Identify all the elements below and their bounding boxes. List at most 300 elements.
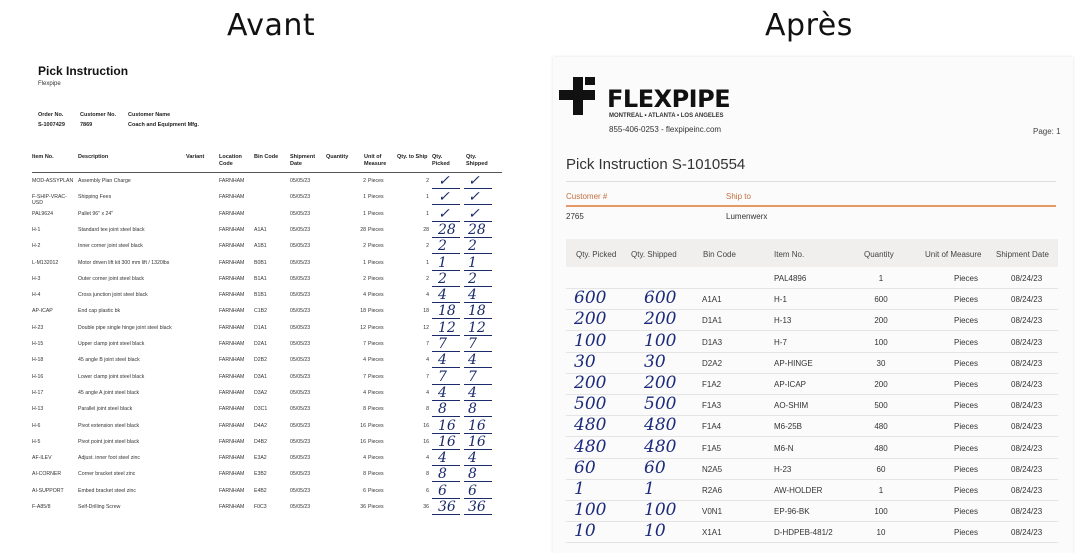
quantity: 6: [363, 487, 366, 494]
handwritten-qty-picked: 16: [438, 433, 456, 450]
table-row: [0, 254, 530, 273]
handwritten-qty-shipped: 2: [468, 270, 477, 287]
quantity: 60: [876, 464, 886, 474]
qty-to-ship: 1: [426, 210, 429, 217]
unit-of-measure: Pieces: [953, 528, 978, 538]
handwritten-qty-picked: 8: [438, 401, 447, 418]
table-row: [566, 437, 1058, 459]
qty-to-ship: 18: [423, 308, 429, 315]
unit-of-measure: Pieces: [368, 422, 384, 429]
table-row: [0, 189, 530, 207]
unit-of-measure: Pieces: [368, 210, 384, 217]
handwritten-qty-picked: 16: [438, 417, 456, 434]
item-no: H-13: [774, 316, 792, 326]
item-no: H-13: [32, 406, 44, 413]
quantity: 4: [363, 455, 366, 462]
item-no: H-1: [774, 295, 787, 305]
table-row: [0, 238, 530, 256]
handwritten-qty-shipped: 4: [468, 352, 477, 369]
qty-to-ship: 36: [423, 504, 429, 510]
col-qty-picked: Qty. Picked: [432, 154, 450, 167]
bin-code: D4B2: [254, 438, 267, 445]
location-code: FARNHAM: [219, 194, 245, 201]
unit-of-measure: Pieces: [368, 243, 384, 250]
unit-of-measure: Pieces: [368, 406, 384, 413]
flexpipe-logo-icon: [559, 77, 595, 115]
handwritten-qty-picked: 480: [574, 436, 607, 457]
table-row: [0, 270, 530, 289]
unit-of-measure: Pieces: [953, 274, 978, 283]
handwritten-qty-shipped: 500: [644, 394, 677, 415]
quantity: 2: [363, 178, 366, 184]
qty-to-ship: 2: [426, 243, 429, 250]
location-code: FARNHAM: [219, 406, 245, 413]
location-code: FARNHAM: [219, 292, 245, 299]
table-row: [0, 499, 530, 517]
unit-of-measure: Pieces: [953, 507, 978, 517]
handwritten-qty-picked: 10: [574, 521, 596, 542]
col-qty-to-ship: Qty. to Ship: [397, 154, 428, 160]
handwritten-qty-shipped: ✓: [468, 189, 480, 206]
description: Inner corner joint steel black: [78, 243, 143, 250]
description: Adjust. inner foot steel zinc: [78, 455, 140, 462]
document-title: Pick Instruction S-1010554: [566, 156, 746, 173]
table-row: [0, 319, 530, 338]
handwritten-qty-picked: 6: [438, 482, 447, 499]
description: 45 angle B joint steel black: [78, 357, 140, 364]
handwritten-qty-shipped: 4: [468, 287, 477, 304]
qty-to-ship: 4: [426, 357, 429, 364]
handwritten-qty-shipped: 480: [644, 436, 677, 457]
shipment-date: 05/05/23: [290, 243, 311, 250]
quantity: 480: [874, 443, 888, 453]
handwritten-qty-shipped: ✓: [468, 205, 480, 222]
handwritten-qty-shipped: 200: [644, 309, 677, 330]
unit-of-measure: Pieces: [953, 401, 978, 411]
quantity: 100: [874, 337, 888, 347]
item-no: AO-SHIM: [774, 401, 809, 411]
qty-to-ship: 12: [423, 324, 429, 331]
description: Upper clamp joint steel black: [78, 341, 145, 347]
bin-code: D3C1: [254, 406, 268, 413]
handwritten-qty-shipped: 1: [468, 254, 477, 271]
quantity: 36: [360, 504, 366, 510]
quantity: 1: [363, 194, 366, 201]
handwritten-qty-picked: 12: [438, 319, 456, 336]
item-no: PAL9624: [32, 210, 53, 217]
handwritten-qty-picked: 100: [574, 330, 607, 351]
customer-value: 2765: [566, 212, 584, 221]
brand-name: FLEXPIPE: [607, 85, 731, 113]
quantity: 7: [363, 341, 366, 347]
quantity: 30: [876, 358, 886, 368]
bin-code: E4B2: [254, 487, 267, 494]
location-code: FARNHAM: [219, 455, 245, 462]
unit-of-measure: Pieces: [368, 438, 384, 445]
unit-of-measure: Pieces: [368, 341, 384, 347]
bin-code: D3A1: [254, 373, 267, 380]
qty-to-ship: 4: [426, 389, 429, 396]
handwritten-qty-picked: 28: [438, 221, 456, 238]
handwritten-qty-picked: 200: [574, 309, 607, 330]
description: 45 angle A joint steel black: [78, 389, 140, 396]
unit-of-measure: Pieces: [953, 358, 978, 368]
shipment-date: 05/05/23: [290, 471, 311, 478]
col-bin: Bin Code: [254, 154, 279, 160]
quantity: 12: [360, 324, 366, 331]
unit-of-measure: Pieces: [953, 486, 978, 495]
ship-to-label: Ship to: [726, 192, 751, 201]
quantity: 16: [360, 422, 366, 429]
qty-to-ship: 1: [426, 194, 429, 201]
item-no: PAL4896: [774, 274, 807, 283]
bin-code: F0C3: [254, 504, 267, 510]
item-no: H-16: [32, 373, 44, 380]
col-uom: Unit of Measure: [925, 250, 982, 259]
handwritten-qty-picked: 200: [574, 373, 607, 393]
handwritten-qty-shipped: 36: [468, 499, 486, 515]
item-no: MOD-ASSYPLAN: [32, 178, 74, 184]
shipment-date: 05/05/23: [290, 210, 311, 217]
handwritten-qty-shipped: 8: [468, 466, 477, 483]
order-no-value: S-1007429: [38, 122, 65, 128]
table-row: [566, 267, 1058, 289]
table-row: [566, 331, 1058, 353]
handwritten-qty-shipped: 16: [468, 417, 486, 434]
handwritten-qty-shipped: 10: [644, 521, 666, 542]
shipment-date: 05/05/23: [290, 422, 311, 429]
item-no: AP-ICAP: [32, 308, 53, 315]
handwritten-qty-picked: 4: [438, 384, 447, 401]
shipment-date: 08/24/23: [1011, 528, 1043, 538]
handwritten-qty-shipped: 200: [644, 373, 677, 393]
bin-code: F1A2: [702, 380, 722, 389]
qty-to-ship: 7: [426, 341, 429, 347]
order-no-label: Order No.: [38, 112, 64, 118]
description: Double pipe single hinge joint steel black: [78, 324, 172, 331]
handwritten-qty-picked: ✓: [438, 173, 450, 189]
description: Pivot point joint steel black: [78, 438, 140, 445]
company-name: Flexpipe: [38, 81, 61, 87]
unit-of-measure: Pieces: [368, 504, 384, 510]
table-row: [566, 458, 1058, 480]
brand-cities: MONTREAL • ATLANTA • LOS ANGELES: [609, 113, 724, 119]
description: End cap plastic bk: [78, 308, 121, 315]
description: Pivot extension steel black: [78, 422, 140, 429]
bin-code: A1B1: [254, 243, 267, 250]
handwritten-qty-shipped: 28: [468, 221, 486, 238]
unit-of-measure: Pieces: [368, 226, 384, 233]
handwritten-qty-shipped: 7: [468, 368, 477, 385]
item-no: AI-CORNER: [32, 471, 62, 478]
quantity: 2: [363, 275, 366, 282]
table-row: [0, 384, 530, 403]
item-no: AF-ILEV: [32, 455, 52, 462]
handwritten-qty-shipped: 8: [468, 401, 477, 418]
bin-code: F1A5: [702, 443, 722, 453]
item-no: H-3: [32, 275, 41, 282]
shipment-date: 05/05/23: [290, 194, 311, 201]
quantity: 1: [878, 486, 884, 495]
shipment-date: 05/05/23: [290, 341, 311, 347]
shipment-date: 08/24/23: [1011, 316, 1043, 326]
qty-to-ship: 16: [423, 422, 429, 429]
unit-of-measure: Pieces: [953, 316, 978, 326]
item-no: H-1: [32, 226, 41, 233]
bin-code: A1A1: [254, 226, 267, 233]
handwritten-qty-picked: 1: [438, 254, 447, 271]
after-heading: Après: [765, 8, 853, 43]
unit-of-measure: Pieces: [953, 422, 978, 432]
shipment-date: 08/24/23: [1011, 464, 1043, 474]
col-shipment-date: Shipment Date: [996, 250, 1049, 259]
col-qty-shipped: Qty. Shipped: [466, 154, 488, 167]
quantity: 4: [363, 357, 366, 364]
item-no: F-SHIP-VRAC-USD: [32, 194, 67, 207]
handwritten-qty-picked: 7: [438, 336, 447, 352]
qty-to-ship: 4: [426, 292, 429, 299]
bin-code: D4A2: [254, 422, 267, 429]
shipment-date: 05/05/23: [290, 504, 311, 510]
table-row: [566, 309, 1058, 331]
handwritten-qty-picked: 18: [438, 303, 456, 320]
location-code: FARNHAM: [219, 226, 245, 233]
location-code: FARNHAM: [219, 275, 245, 282]
unit-of-measure: Pieces: [368, 292, 384, 299]
shipment-date: 08/24/23: [1011, 380, 1043, 389]
unit-of-measure: Pieces: [368, 471, 384, 478]
shipment-date: 05/05/23: [290, 487, 311, 494]
bin-code: E3B2: [254, 471, 267, 478]
handwritten-qty-picked: 480: [574, 415, 607, 436]
bin-code: C1B2: [254, 308, 267, 315]
description: Outer corner joint steel black: [78, 275, 145, 282]
bin-code: F1A4: [702, 422, 722, 432]
handwritten-qty-picked: 2: [438, 270, 447, 287]
item-no: H-6: [32, 422, 41, 429]
qty-to-ship: 7: [426, 373, 429, 380]
customer-name-value: Coach and Equipment Mfg.: [128, 122, 199, 128]
handwritten-qty-shipped: 7: [468, 336, 477, 352]
col-shipment-date: Shipment Date: [290, 154, 316, 167]
handwritten-qty-picked: 500: [574, 394, 607, 415]
location-code: FARNHAM: [219, 357, 245, 364]
col-location: Location Code: [219, 154, 242, 167]
handwritten-qty-picked: 4: [438, 450, 447, 467]
description: Self-Drilling Screw: [78, 504, 121, 510]
shipment-date: 05/05/23: [290, 178, 311, 184]
quantity: 28: [360, 226, 366, 233]
col-variant: Variant: [186, 154, 205, 160]
handwritten-qty-shipped: 60: [644, 457, 666, 478]
col-description: Description: [78, 154, 109, 160]
table-row: [0, 401, 530, 419]
item-no: H-2: [32, 243, 41, 250]
table-row: [0, 433, 530, 452]
shipment-date: 05/05/23: [290, 292, 311, 299]
location-code: FARNHAM: [219, 341, 245, 347]
handwritten-qty-shipped: 100: [644, 330, 677, 351]
table-row: [566, 415, 1058, 437]
unit-of-measure: Pieces: [368, 275, 384, 282]
bin-code: A1A1: [702, 295, 722, 305]
bin-code: D1A1: [254, 324, 267, 331]
qty-to-ship: 2: [426, 275, 429, 282]
customer-label: Customer #: [566, 192, 608, 201]
handwritten-qty-picked: 8: [438, 466, 447, 483]
table-row: [566, 479, 1058, 501]
shipment-date: 08/24/23: [1011, 507, 1043, 517]
item-no: D-HDPEB-481/2: [774, 528, 833, 538]
shipment-date: 05/05/23: [290, 308, 311, 315]
unit-of-measure: Pieces: [953, 464, 978, 474]
qty-to-ship: 4: [426, 455, 429, 462]
item-no: H-23: [774, 464, 792, 474]
description: Cross junction joint steel black: [78, 292, 148, 299]
handwritten-qty-shipped: 4: [468, 450, 477, 467]
handwritten-qty-picked: 4: [438, 352, 447, 369]
item-no: M6-N: [774, 443, 794, 453]
item-no: AW-HOLDER: [774, 486, 823, 495]
quantity: 4: [363, 292, 366, 299]
item-no: H-5: [32, 438, 41, 445]
table-row: [0, 221, 530, 240]
shipment-date: 08/24/23: [1011, 274, 1043, 283]
bin-code: B0B1: [254, 259, 267, 266]
table-row: [0, 352, 530, 370]
unit-of-measure: Pieces: [368, 178, 384, 184]
unit-of-measure: Pieces: [953, 443, 978, 453]
quantity: 4: [363, 389, 366, 396]
handwritten-qty-shipped: 1: [644, 479, 655, 499]
document-title: Pick Instruction: [38, 64, 129, 78]
item-no: AP-ICAP: [774, 380, 807, 389]
location-code: FARNHAM: [219, 259, 245, 266]
description: Standard tee joint steel black: [78, 226, 145, 233]
unit-of-measure: Pieces: [368, 455, 384, 462]
qty-to-ship: 2: [426, 178, 429, 184]
quantity: 600: [874, 295, 888, 305]
unit-of-measure: Pieces: [368, 308, 384, 315]
item-no: H-23: [32, 324, 44, 331]
item-no: H-4: [32, 292, 41, 299]
quantity: 200: [874, 316, 888, 326]
item-no: AI-SUPPORT: [32, 487, 64, 494]
bin-code: V0N1: [702, 507, 723, 517]
handwritten-qty-shipped: 6: [468, 482, 477, 499]
quantity: 16: [360, 438, 366, 445]
handwritten-qty-picked: ✓: [438, 189, 450, 206]
before-heading: Avant: [227, 8, 316, 43]
shipment-date: 08/24/23: [1011, 295, 1043, 305]
page-number: Page: 1: [1033, 127, 1061, 136]
shipment-date: 05/05/23: [290, 324, 311, 331]
description: Shipping Fees: [78, 194, 112, 201]
quantity: 1: [878, 274, 884, 283]
brand-contact: 855-406-0253 - flexpipeinc.com: [609, 125, 722, 134]
bin-code: D2B2: [254, 357, 267, 364]
bin-code: D2A2: [702, 358, 723, 368]
handwritten-qty-picked: 2: [438, 238, 447, 255]
table-row: [0, 466, 530, 484]
description: Parallel joint steel black: [78, 406, 133, 413]
location-code: FARNHAM: [219, 389, 245, 396]
table-row: [566, 288, 1058, 310]
item-no: M6-25B: [774, 422, 803, 432]
location-code: FARNHAM: [219, 308, 245, 315]
shipment-date: 05/05/23: [290, 389, 311, 396]
unit-of-measure: Pieces: [368, 487, 384, 494]
shipment-date: 05/05/23: [290, 275, 311, 282]
col-item: Item No.: [32, 154, 54, 160]
col-quantity: Quantity: [864, 250, 894, 259]
handwritten-qty-shipped: 4: [468, 384, 477, 401]
bin-code: B1A1: [254, 275, 267, 282]
shipment-date: 05/05/23: [290, 226, 311, 233]
handwritten-qty-picked: 7: [438, 368, 447, 385]
description: Assembly Plan Charge: [78, 178, 131, 184]
customer-name-label: Customer Name: [128, 112, 171, 118]
quantity: 7: [363, 373, 366, 380]
handwritten-qty-picked: 1: [574, 479, 585, 499]
handwritten-qty-picked: 4: [438, 287, 447, 304]
location-code: FARNHAM: [219, 487, 245, 494]
col-bin-code: Bin Code: [703, 250, 736, 259]
qty-to-ship: 28: [423, 226, 429, 233]
location-code: FARNHAM: [219, 324, 245, 331]
item-no: H-15: [32, 341, 44, 347]
shipment-date: 08/24/23: [1011, 443, 1043, 453]
location-code: FARNHAM: [219, 471, 245, 478]
qty-to-ship: 1: [426, 259, 429, 266]
table-row: [566, 352, 1058, 374]
bin-code: D1A1: [702, 316, 723, 326]
location-code: FARNHAM: [219, 422, 245, 429]
handwritten-qty-shipped: 100: [644, 500, 677, 521]
item-no: L-M132012: [32, 259, 59, 266]
unit-of-measure: Pieces: [368, 259, 384, 266]
description: Lower clamp joint steel black: [78, 373, 145, 380]
col-quantity: Quantity: [326, 154, 349, 160]
quantity: 2: [363, 243, 366, 250]
table-row: [0, 368, 530, 387]
unit-of-measure: Pieces: [368, 194, 384, 201]
quantity: 200: [874, 380, 888, 389]
handwritten-qty-shipped: 18: [468, 303, 486, 320]
description: Corner bracket steel zinc: [78, 471, 136, 478]
handwritten-qty-picked: 600: [574, 288, 607, 309]
handwritten-qty-shipped: 480: [644, 415, 677, 436]
unit-of-measure: Pieces: [953, 337, 978, 347]
quantity: 1: [363, 210, 366, 217]
table-row: [566, 394, 1058, 416]
bin-code: N2A5: [702, 464, 723, 474]
quantity: 100: [874, 507, 888, 517]
handwritten-qty-shipped: 16: [468, 433, 486, 450]
meta-rule: [566, 205, 1056, 207]
shipment-date: 08/24/23: [1011, 401, 1043, 411]
handwritten-qty-shipped: 12: [468, 319, 486, 336]
location-code: FARNHAM: [219, 373, 245, 380]
bin-code: X1A1: [702, 528, 722, 538]
handwritten-qty-shipped: ✓: [468, 173, 480, 189]
description: Motor driven lift kit 300 mm lift / 1320lbs: [78, 259, 170, 266]
table-row: [566, 373, 1058, 395]
shipment-date: 05/05/23: [290, 438, 311, 445]
shipment-date: 05/05/23: [290, 357, 311, 364]
description: Pallet 96" x 24": [78, 210, 114, 217]
quantity: 500: [874, 401, 888, 411]
